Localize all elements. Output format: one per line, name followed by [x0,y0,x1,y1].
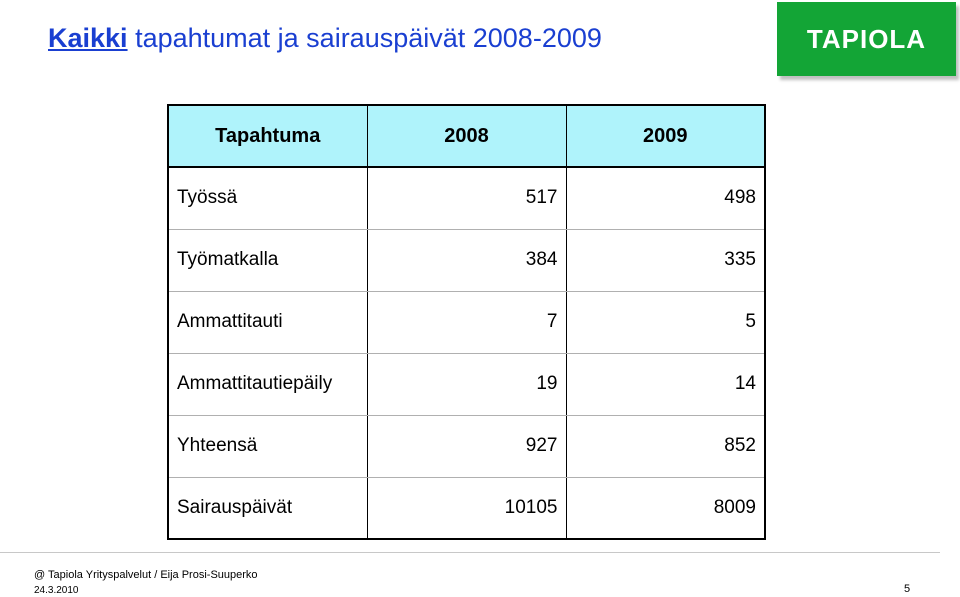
row-label: Sairauspäivät [168,477,367,539]
footer-credit: @ Tapiola Yrityspalvelut / Eija Prosi-Suuperko [34,569,258,581]
row-value-2008: 927 [367,415,566,477]
row-label: Työssä [168,167,367,229]
row-label: Ammattitautiepäily [168,353,367,415]
table-row [168,167,765,229]
row-value-2009: 14 [566,353,765,415]
title-emphasis: Kaikki [48,23,128,53]
row-value-2008: 384 [367,229,566,291]
table-row [168,477,765,539]
header-2008: 2008 [367,105,566,167]
footer-divider [0,552,940,553]
row-value-2008: 7 [367,291,566,353]
logo-text: TAPIOLA [806,23,927,54]
row-value-2009: 5 [566,291,765,353]
title-rest: tapahtumat ja sairauspäivät 2008-2009 [127,23,602,53]
table-row [168,353,765,415]
row-value-2009: 335 [566,229,765,291]
row-label: Ammattitauti [168,291,367,353]
row-value-2009: 8009 [566,477,765,539]
footer-date: 24.3.2010 [34,585,79,596]
row-value-2008: 10105 [367,477,566,539]
table-row [168,229,765,291]
slide-title [48,20,602,56]
table-header-row [168,105,765,167]
row-label: Työmatkalla [168,229,367,291]
row-label: Yhteensä [168,415,367,477]
page-number: 5 [904,583,911,595]
tapiola-logo [777,2,956,76]
table-row [168,415,765,477]
header-2009: 2009 [566,105,765,167]
table-row [168,291,765,353]
row-value-2008: 517 [367,167,566,229]
events-table [167,104,766,540]
header-event: Tapahtuma [168,105,367,167]
row-value-2008: 19 [367,353,566,415]
row-value-2009: 852 [566,415,765,477]
row-value-2009: 498 [566,167,765,229]
